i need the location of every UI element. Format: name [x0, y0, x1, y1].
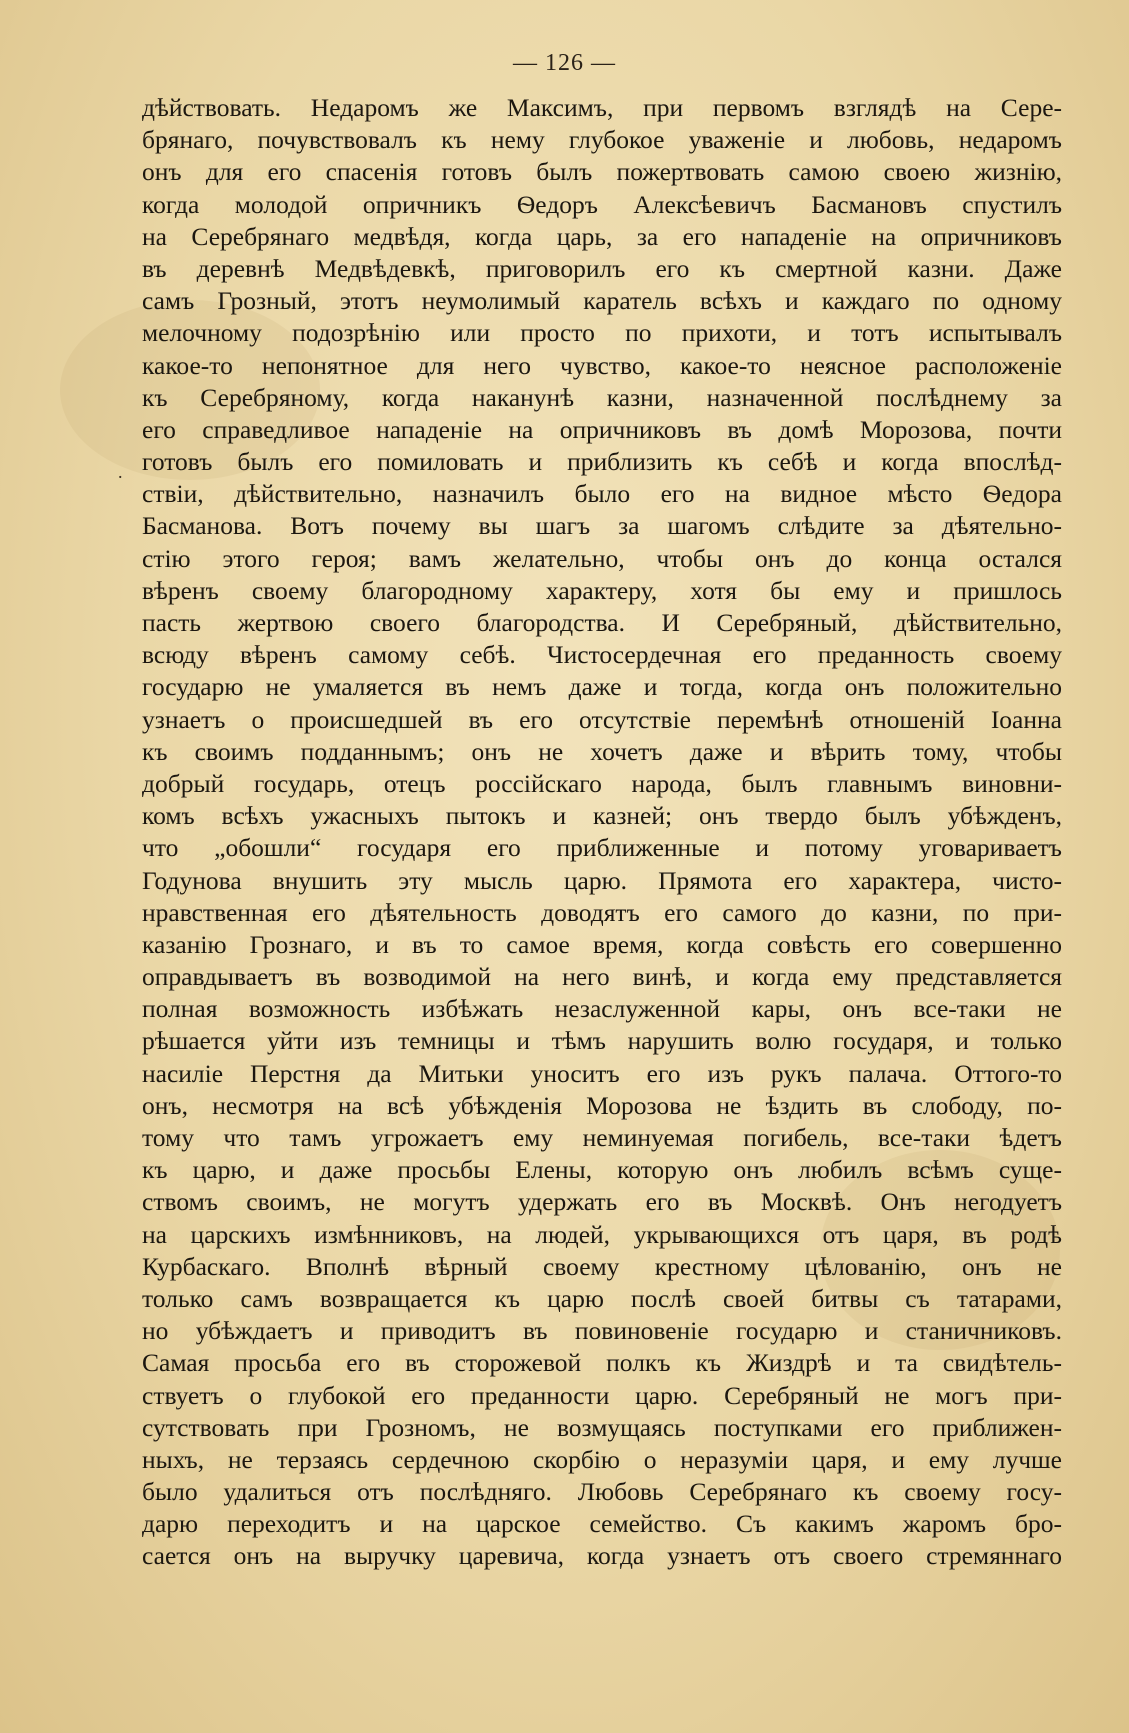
text-line: казанію Грознаго, и въ то самое время, когда совѣсть его совершенно: [142, 929, 1062, 959]
text-line: оправдываетъ въ возводимой на него винѣ, и когда ему представляется: [142, 962, 1062, 992]
text-line: ствомъ своимъ, не могутъ удержать его въ Москвѣ. Онъ негодуетъ: [142, 1187, 1062, 1217]
text-line: когда молодой опричникъ Ѳедоръ Алексѣевичъ Басмановъ спустилъ: [142, 189, 1062, 219]
text-line: полная возможность избѣжать незаслуженной кары, онъ все-таки не: [142, 994, 1062, 1024]
text-line: но убѣждаетъ и приводитъ въ повиновеніе государю и станичниковъ.: [142, 1316, 1062, 1346]
margin-mark: .: [118, 462, 123, 482]
text-line: государю не умаляется въ немъ даже и тогда, когда онъ положительно: [142, 672, 1062, 702]
text-line: онъ, несмотря на всѣ убѣжденія Морозова не ѣздить въ слободу, по-: [142, 1090, 1062, 1120]
text-line: тому что тамъ угрожаетъ ему неминуемая погибель, все-таки ѣдетъ: [142, 1123, 1062, 1152]
text-line: къ царю, и даже просьбы Елены, которую онъ любилъ всѣмъ суще-: [142, 1155, 1062, 1185]
text-line: мелочному подозрѣнію или просто по прихоти, и тотъ испытывалъ: [142, 318, 1062, 348]
text-line: самъ Грозный, этотъ неумолимый каратель всѣхъ и каждаго по одному: [142, 286, 1062, 316]
text-line: на царскихъ измѣнниковъ, на людей, укрывающихся отъ царя, въ родѣ: [142, 1219, 1062, 1249]
text-line: рѣшается уйти изъ темницы и тѣмъ нарушить волю государя, и только: [142, 1026, 1062, 1056]
text-line: насиліе Перстня да Митьки уноситъ его изъ рукъ палача. Оттого-то: [142, 1058, 1062, 1088]
text-line: дѣйствовать. Недаромъ же Максимъ, при первомъ взглядѣ на Сере-: [142, 93, 1062, 122]
text-line: стію этого героя; вамъ желательно, чтобы онъ до конца остался: [142, 543, 1062, 573]
text-line: комъ всѣхъ ужасныхъ пытокъ и казней; онъ твердо былъ убѣжденъ,: [142, 801, 1062, 831]
text-line: нравственная его дѣятельность доводятъ его самого до казни, по при-: [142, 897, 1062, 927]
text-line: какое-то непонятное для него чувство, какое-то неясное расположеніе: [142, 350, 1062, 380]
text-line: вѣренъ своему благородному характеру, хотя бы ему и пришлось: [142, 575, 1062, 605]
text-line: Годунова внушить эту мысль царю. Прямота его характера, чисто-: [142, 865, 1062, 895]
body-text: [142, 92, 1062, 1573]
text-line: брянаго, почувствовалъ къ нему глубокое уваженіе и любовь, недаромъ: [142, 125, 1062, 155]
text-line: Басманова. Вотъ почему вы шагъ за шагомъ слѣдите за дѣятельно-: [142, 511, 1062, 541]
text-line: дарю переходитъ и на царское семейство. Съ какимъ жаромъ бро-: [142, 1509, 1062, 1539]
text-line: ствуетъ о глубокой его преданности царю. Серебряный не могъ при-: [142, 1380, 1062, 1410]
text-line: только самъ возвращается къ царю послѣ своей битвы съ татарами,: [142, 1283, 1062, 1313]
text-line: ныхъ, не терзаясь сердечною скорбію о неразуміи царя, и ему лучше: [142, 1444, 1062, 1474]
text-line: Курбаскаго. Вполнѣ вѣрный своему крестному цѣлованію, онъ не: [142, 1251, 1062, 1281]
text-line: къ Серебряному, когда наканунѣ казни, назначенной послѣднему за: [142, 382, 1062, 412]
text-line: въ деревнѣ Медвѣдевкѣ, приговорилъ его къ смертной казни. Даже: [142, 253, 1062, 283]
text-line: сутствовать при Грозномъ, не возмущаясь поступками его приближен-: [142, 1412, 1062, 1442]
text-line: сается онъ на выручку царевича, когда узнаетъ отъ своего стремяннаго: [142, 1541, 1062, 1571]
text-line: на Серебрянаго медвѣдя, когда царь, за его нападеніе на опричниковъ: [142, 221, 1062, 251]
text-line: добрый государь, отецъ россійскаго народа, былъ главнымъ виновни-: [142, 768, 1062, 798]
text-line: ствіи, дѣйствительно, назначилъ было его на видное мѣсто Ѳедора: [142, 479, 1062, 509]
text-line: что „обошли“ государя его приближенные и потому уговариваетъ: [142, 833, 1062, 863]
text-line: Самая просьба его въ сторожевой полкъ къ Жиздрѣ и та свидѣтель-: [142, 1348, 1062, 1378]
text-line: онъ для его спасенія готовъ былъ пожертвовать самою своею жизнію,: [142, 157, 1062, 187]
text-line: его справедливое нападеніе на опричниковъ въ домѣ Морозова, почти: [142, 414, 1062, 444]
text-line: пасть жертвою своего благородства. И Серебряный, дѣйствительно,: [142, 608, 1062, 637]
text-line: всюду вѣренъ самому себѣ. Чистосердечная его преданность своему: [142, 640, 1062, 670]
text-line: къ своимъ подданнымъ; онъ не хочетъ даже и вѣрить тому, чтобы: [142, 736, 1062, 766]
text-line: было удалиться отъ послѣдняго. Любовь Серебрянаго къ своему госу-: [142, 1477, 1062, 1507]
page-number: — 126 —: [513, 50, 616, 76]
text-line: готовъ былъ его помиловать и приблизить къ себѣ и когда впослѣд-: [142, 447, 1062, 477]
text-line: узнаетъ о происшедшей въ его отсутствіе перемѣнѣ отношеній Іоанна: [142, 704, 1062, 734]
